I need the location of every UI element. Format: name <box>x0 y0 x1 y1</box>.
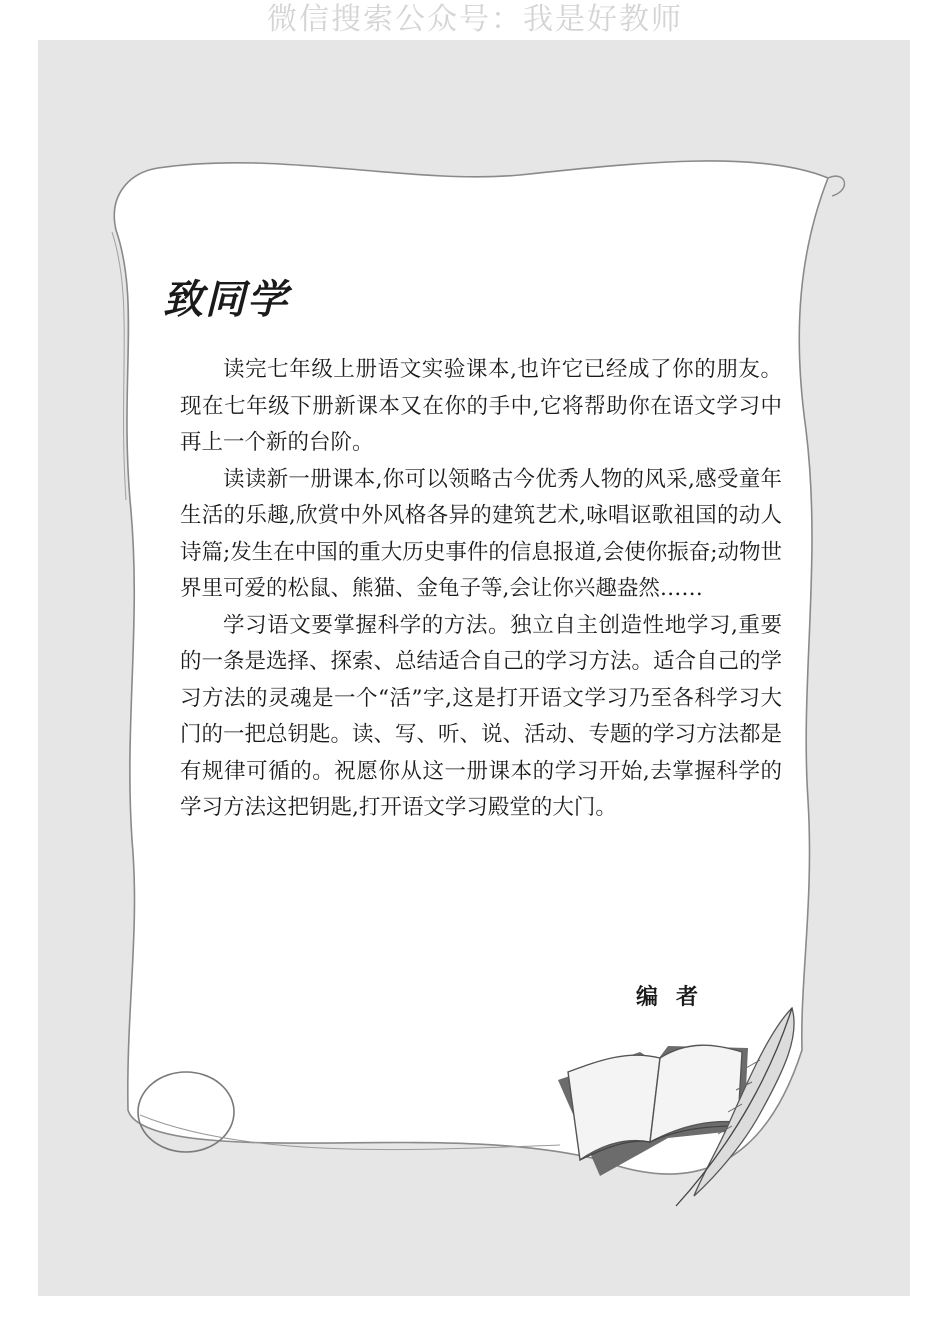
signature: 编者 <box>636 985 717 1010</box>
scroll-curl-top <box>828 176 844 196</box>
paragraph: 学习语文要掌握科学的方法。独立自主创造性地学习,重要的一条是选择、探索、总结适合自己的学习方法。适合自己的学习方法的灵魂是一个“活”字,这是打开语文学习乃至各科学习大门的一把总钥匙。读、写、听、说、活动、专题的学习方法都是有规律可循的。祝愿你从这一册课本的学习开始,去掌握科学的学习方法这把钥匙,打开语文学习殿堂的大门。 <box>180 612 783 820</box>
letter-body <box>180 352 782 827</box>
paragraph: 读完七年级上册语文实验课本,也许它已经成了你的朋友。现在七年级下册新课本又在你的手中,它将帮助你在语文学习中再上一个新的台阶。 <box>180 357 782 455</box>
scroll-inner-line <box>112 232 126 500</box>
watermark-text: 微信搜索公众号：我是好教师 <box>267 2 683 37</box>
page-title: 致同学 <box>163 277 289 323</box>
paragraph: 读读新一册课本,你可以领略古今优秀人物的风采,感受童年生活的乐趣,欣赏中外风格各异的建筑艺术,咏唱讴歌祖国的动人诗篇;发生在中国的重大历史事件的信息报道,会使你振奋;动物世界里可爱的松鼠、熊猫、金龟子等,会让你兴趣盎然…… <box>180 466 782 601</box>
